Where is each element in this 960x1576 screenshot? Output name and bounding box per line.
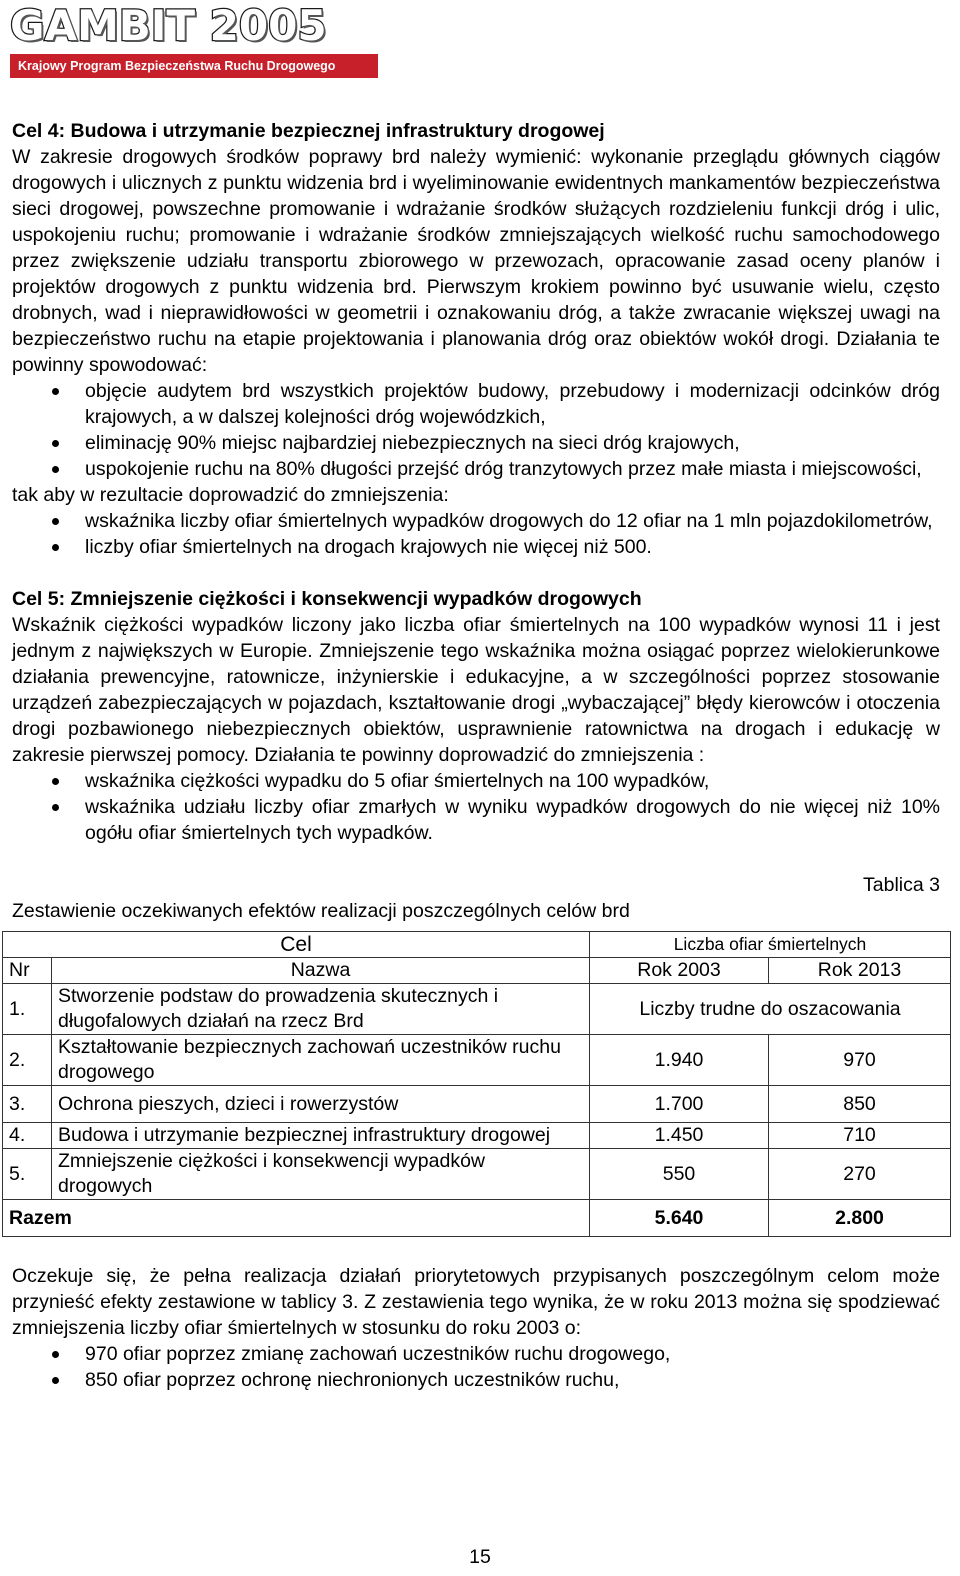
header-2003: Rok 2003	[590, 958, 769, 984]
total-label: Razem	[3, 1200, 590, 1237]
section4-list-1	[12, 378, 940, 482]
row-2003: 1.700	[590, 1086, 769, 1123]
row-nr: 2.	[3, 1035, 52, 1086]
closing-paragraph: Oczekuje się, że pełna realizacja działań priorytetowych przypisanych poszczególnym celom może przynieść efekty zestawione w tablicy 3. Z zestawienia tego wynika, że w roku 2013 można się spodziewać zmniejszenia liczby ofiar śmiertelnych w stosunku do roku 2003 o:	[12, 1265, 940, 1339]
document-body	[9, 118, 940, 1393]
row-nazwa: Stworzenie podstaw do prowadzenia skutecznych i długofalowych działań na rzecz Brd	[52, 984, 590, 1035]
total-2003: 5.640	[590, 1200, 769, 1237]
logo	[10, 2, 378, 78]
table-total-row	[3, 1200, 951, 1237]
table-label: Tablica 3	[863, 874, 940, 896]
list-item: liczby ofiar śmiertelnych na drogach krajowych nie więcej niż 500.	[12, 534, 940, 560]
header-cel: Cel	[3, 932, 590, 958]
row-merged-value: Liczby trudne do oszacowania	[590, 984, 951, 1035]
section4-lead: tak aby w rezultacie doprowadzić do zmniejszenia:	[12, 484, 449, 506]
header-2013: Rok 2013	[769, 958, 951, 984]
logo-subtitle: Krajowy Program Bezpieczeństwa Ruchu Drogowego	[10, 54, 378, 78]
table-row	[3, 984, 951, 1035]
header-nr: Nr	[3, 958, 52, 984]
page-number: 15	[469, 1546, 491, 1568]
list-item: wskaźnika liczby ofiar śmiertelnych wypadków drogowych do 12 ofiar na 1 mln pojazdokilometrów,	[12, 508, 940, 534]
list-item: wskaźnika udziału liczby ofiar zmarłych w wyniku wypadków drogowych do nie więcej niż 10% ogółu ofiar śmiertelnych tych wypadków.	[12, 794, 940, 846]
table-row	[3, 1035, 951, 1086]
closing-list	[12, 1341, 940, 1393]
table-row	[3, 1149, 951, 1200]
section4-paragraph: W zakresie drogowych środków poprawy brd należy wymienić: wykonanie przeglądu głównych ciągów drogowych i ulicznych z punktu widzenia brd i wyeliminowanie ewidentnych mankamentów bezpieczeństwa sieci drogowej, powszechne promowanie i wdrażanie środków służących rozdzieleniu funkcji dróg i ulic, uspokojeniu ruchu; promowanie i wdrażanie środków zmniejszających wielkość ruchu samochodowego przez zwiększenie udziału transportu zbiorowego w przewozach, opracowanie zasad oceny planów i projektów drogowych z punktu widzenia brd. Pierwszym krokiem powinno być usuwanie wielu, często drobnych, wad i nieprawidłowości w geometrii i oznakowaniu dróg, a także zwracanie większej uwagi na bezpieczeństwo ruchu na etapie projektowania i planowania dróg oraz obiektów wokół drogi. Działania te powinny spowodować:	[12, 146, 940, 376]
row-2003: 1.450	[590, 1123, 769, 1149]
table-row	[3, 1086, 951, 1123]
row-2013: 270	[769, 1149, 951, 1200]
section4-list-2	[12, 508, 940, 560]
list-item: uspokojenie ruchu na 80% długości przejść dróg tranzytowych przez małe miasta i miejscowości,	[12, 456, 940, 482]
header-nazwa: Nazwa	[52, 958, 590, 984]
table-caption: Zestawienie oczekiwanych efektów realizacji poszczególnych celów brd	[12, 900, 630, 922]
row-2003: 550	[590, 1149, 769, 1200]
row-nr: 5.	[3, 1149, 52, 1200]
list-item: 850 ofiar poprzez ochronę niechronionych uczestników ruchu,	[12, 1367, 940, 1393]
row-nazwa: Budowa i utrzymanie bezpiecznej infrastruktury drogowej	[52, 1123, 590, 1149]
table-row	[3, 1123, 951, 1149]
row-2013: 850	[769, 1086, 951, 1123]
row-2003: 1.940	[590, 1035, 769, 1086]
list-item: wskaźnika ciężkości wypadku do 5 ofiar śmiertelnych na 100 wypadków,	[12, 768, 940, 794]
section4-heading: Cel 4: Budowa i utrzymanie bezpiecznej infrastruktury drogowej	[12, 120, 605, 142]
row-nazwa: Ochrona pieszych, dzieci i rowerzystów	[52, 1086, 590, 1123]
section5-list	[12, 768, 940, 846]
results-table	[2, 931, 951, 1237]
row-nr: 1.	[3, 984, 52, 1035]
row-nr: 4.	[3, 1123, 52, 1149]
table-subheader-row	[3, 958, 951, 984]
section5-heading: Cel 5: Zmniejszenie ciężkości i konsekwencji wypadków drogowych	[12, 588, 642, 610]
table-header-row	[3, 932, 951, 958]
list-item: eliminację 90% miejsc najbardziej niebezpiecznych na sieci dróg krajowych,	[12, 430, 940, 456]
list-item: 970 ofiar poprzez zmianę zachowań uczestników ruchu drogowego,	[12, 1341, 940, 1367]
row-2013: 970	[769, 1035, 951, 1086]
row-nazwa: Zmniejszenie ciężkości i konsekwencji wypadków drogowych	[52, 1149, 590, 1200]
total-2013: 2.800	[769, 1200, 951, 1237]
row-nr: 3.	[3, 1086, 52, 1123]
section5-paragraph: Wskaźnik ciężkości wypadków liczony jako liczba ofiar śmiertelnych na 100 wypadków wynosi 11 i jest jednym z największych w Europie. Zmniejszenie tego wskaźnika można osiągać poprzez wielokierunkowe działania prewencyjne, ratownicze, inżynierskie i edukacyjne, a w szczególności poprzez stosowanie urządzeń zabezpieczających w pojazdach, kształtowanie drogi „wybaczającej” błędy kierowców i otoczenia drogi pozbawionego niebezpiecznych obiektów, usprawnienie ratownictwa na drogach i edukację w zakresie pierwszej pomocy. Działania te powinny doprowadzić do zmniejszenia :	[12, 614, 940, 766]
list-item: objęcie audytem brd wszystkich projektów budowy, przebudowy i modernizacji odcinków dróg krajowych, a w dalszej kolejności dróg wojewódzkich,	[12, 378, 940, 430]
row-2013: 710	[769, 1123, 951, 1149]
row-nazwa: Kształtowanie bezpiecznych zachowań uczestników ruchu drogowego	[52, 1035, 590, 1086]
header-liczba: Liczba ofiar śmiertelnych	[590, 932, 951, 958]
logo-title: GAMBIT 2005	[10, 1, 327, 50]
